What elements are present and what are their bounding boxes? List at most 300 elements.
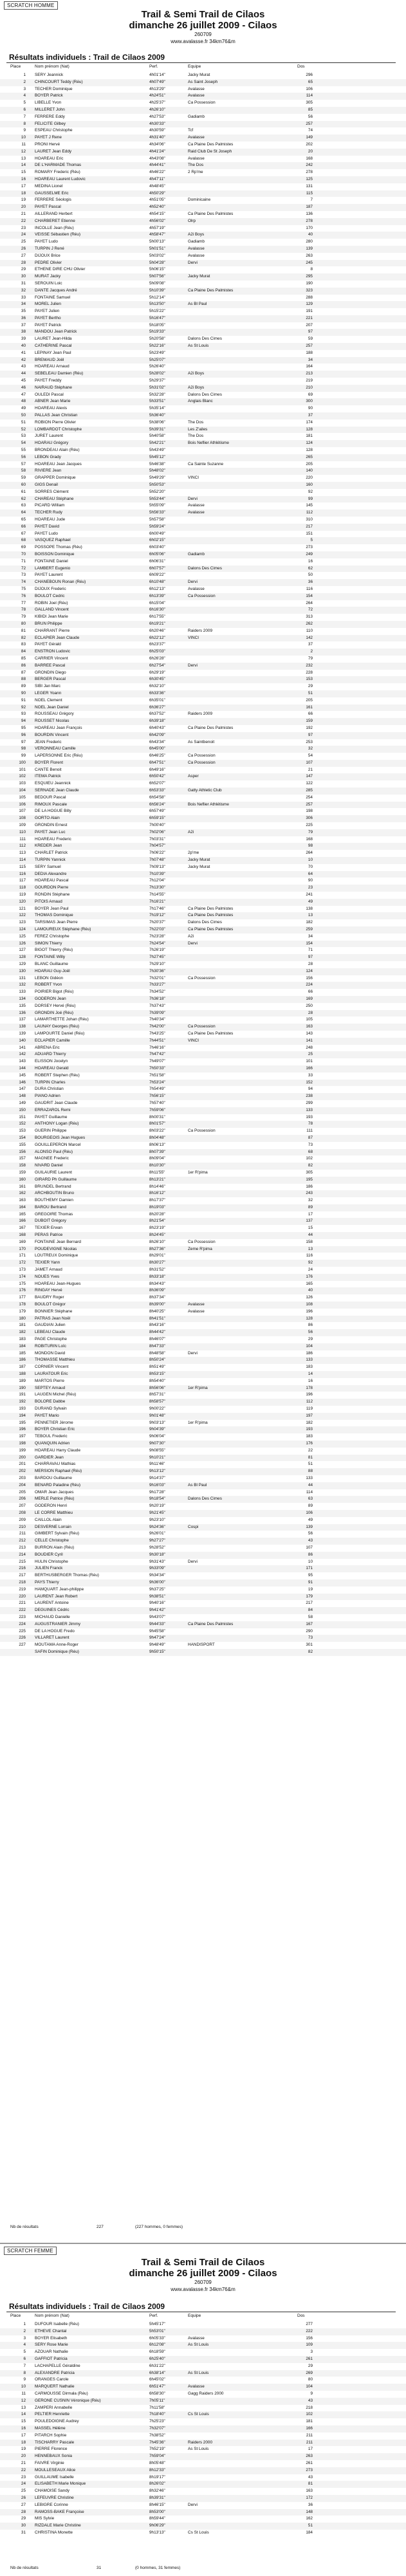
- row-name: VEISSE Sébastien (Réu): [35, 232, 81, 237]
- row-name: AZOUAR Nathalie: [35, 2350, 68, 2355]
- footer-detail: (227 hommes, 0 femmes): [135, 2225, 183, 2229]
- row-name: DE LA HOGUE Fredo: [35, 1628, 75, 1633]
- row-time: 8h39'00": [149, 1302, 165, 1307]
- table-row: [0, 1031, 406, 1038]
- row-place: 140: [19, 1038, 26, 1043]
- row-dossard: 182: [306, 920, 313, 925]
- row-name: FONTAINE Samuel: [35, 295, 71, 300]
- row-dossard: 101: [306, 1059, 313, 1064]
- row-time: 9h06'29": [149, 2523, 165, 2528]
- row-time: 5h16'47": [149, 315, 165, 320]
- row-dossard: 137: [306, 1219, 313, 1224]
- row-time: 5h40'58": [149, 434, 165, 439]
- row-club: Gatty Athletic Club: [188, 788, 222, 793]
- row-time: 8h19'03": [149, 1204, 165, 1210]
- row-place: 3: [23, 2335, 26, 2341]
- table-row: [0, 1600, 406, 1607]
- row-place: 8: [23, 121, 26, 126]
- table-row: [0, 1420, 406, 1427]
- row-dossard: 222: [306, 2328, 313, 2333]
- row-club: 2 Rp'me: [188, 170, 203, 175]
- col-time: Perf.: [149, 2314, 158, 2318]
- row-dossard: 310: [306, 517, 313, 522]
- row-club: Raiders 2000: [188, 2440, 213, 2445]
- table-row: [0, 496, 406, 503]
- row-dossard: 13: [308, 1246, 313, 1251]
- section-title: Résultats individuels : Trail de Cilaos 2009: [9, 53, 165, 62]
- table-row: [0, 2474, 406, 2481]
- row-name: GRONDIN Diego: [35, 670, 66, 675]
- table-row: [0, 628, 406, 635]
- row-place: 51: [21, 419, 26, 425]
- row-name: POUDEVIGNE Nicolas: [35, 1246, 77, 1251]
- row-name: FONTAINE Daniel: [35, 558, 68, 564]
- row-place: 11: [21, 2391, 26, 2396]
- row-dossard: 62: [308, 566, 313, 571]
- row-dossard: 16: [308, 1378, 313, 1383]
- table-row: [0, 1614, 406, 1621]
- row-name: SERY Samuel: [35, 864, 61, 869]
- row-place: 201: [19, 1462, 26, 1467]
- row-name: GAFFIOT Patricia: [35, 2356, 68, 2361]
- row-name: GARDIER Jean: [35, 1455, 64, 1460]
- row-name: HULIN Christophe: [35, 1559, 68, 1564]
- results-footer: [0, 2225, 406, 2232]
- row-dossard: 259: [306, 927, 313, 932]
- table-row: [0, 1357, 406, 1364]
- row-name: DUBOIT Grégory: [35, 1219, 66, 1224]
- row-time: 9h08'55": [149, 1448, 165, 1453]
- table-row: [0, 558, 406, 566]
- table-row: [0, 2356, 406, 2363]
- row-place: 52: [21, 427, 26, 432]
- row-name: ROUSSEAU Grégory: [35, 712, 74, 717]
- row-name: GOUILLEPERON Marcel: [35, 1142, 81, 1147]
- row-name: PAYET Mario: [35, 1413, 59, 1418]
- row-club: Avalasse: [188, 86, 205, 91]
- row-name: GAUDRIT Jean Claude: [35, 1100, 78, 1105]
- table-row: [0, 635, 406, 642]
- row-dossard: 66: [308, 989, 313, 995]
- row-club: Jacky Murat: [188, 274, 210, 279]
- table-row: [0, 989, 406, 996]
- row-club: Gagg Raiders 2000: [188, 2391, 224, 2396]
- row-place: 123: [19, 920, 26, 925]
- row-dossard: 213: [306, 371, 313, 376]
- table-row: [0, 607, 406, 614]
- row-name: NIVARD Daniel: [35, 1163, 63, 1168]
- row-time: 6h26'28": [149, 656, 165, 661]
- row-place: 11: [21, 142, 26, 147]
- row-time: 4h51'05": [149, 198, 165, 203]
- row-dossard: 107: [306, 760, 313, 765]
- table-row: [0, 2405, 406, 2412]
- row-name: MOREL Julien: [35, 302, 61, 307]
- table-row: [0, 1058, 406, 1065]
- row-place: 20: [21, 2454, 26, 2459]
- row-name: ABRENA Eric: [35, 1045, 60, 1050]
- col-club: Equipe: [188, 64, 201, 69]
- table-row: [0, 670, 406, 677]
- row-dossard: 58: [308, 1614, 313, 1619]
- row-name: INCOLLE Jean (Réu): [35, 225, 74, 230]
- row-place: 95: [21, 725, 26, 730]
- table-row: [0, 454, 406, 461]
- row-time: 4h01'14": [149, 73, 165, 77]
- row-dossard: 188: [306, 350, 313, 355]
- table-row: [0, 732, 406, 739]
- table-row: [0, 551, 406, 558]
- row-time: 8h10'30": [149, 1163, 165, 1168]
- row-name: MARTOS Pierre: [35, 1378, 64, 1383]
- row-dossard: 296: [306, 73, 313, 77]
- row-name: LAURENT Antoine: [35, 1601, 69, 1606]
- row-name: SEROUIN Loic: [35, 281, 62, 286]
- row-place: 157: [19, 1156, 26, 1161]
- row-dossard: 106: [306, 86, 313, 91]
- row-name: DE LA HOGUE Billy: [35, 809, 71, 814]
- row-place: 1: [23, 2322, 26, 2326]
- row-dossard: 254: [306, 795, 313, 800]
- row-name: BOULOT Grégor: [35, 1302, 66, 1307]
- row-name: BLANC Guillaume: [35, 962, 68, 966]
- table-row: [0, 2370, 406, 2377]
- row-name: MURAT Jacky: [35, 274, 61, 279]
- row-name: LAMOUREUX Stéphane (Réu): [35, 927, 91, 932]
- row-dossard: 102: [306, 2412, 313, 2417]
- row-club: Dalons Des Cimes: [188, 1496, 222, 1502]
- row-dossard: 269: [306, 2370, 313, 2375]
- row-place: 73: [21, 573, 26, 578]
- row-time: 6h37'52": [149, 712, 165, 717]
- row-dossard: 264: [306, 851, 313, 856]
- row-time: 8h32'46": [149, 2489, 165, 2494]
- table-row: [0, 329, 406, 336]
- row-place: 55: [21, 448, 26, 453]
- row-name: CARMOUSSE Dirmala (Réu): [35, 2391, 88, 2396]
- row-dossard: 301: [306, 1642, 313, 1648]
- row-name: ECLAPIER Camille: [35, 1038, 70, 1043]
- row-time: 8h01'57": [149, 1121, 165, 1127]
- row-name: THOMAS Dominique: [35, 913, 73, 918]
- row-time: 9h00'22": [149, 1406, 165, 1411]
- row-name: ESQUIEU Jeannick: [35, 781, 71, 786]
- row-time: 9h44'33": [149, 1621, 165, 1626]
- row-name: MARQUERT Nathalie: [35, 2384, 75, 2389]
- table-row: [0, 1559, 406, 1566]
- row-club: Tcf: [188, 128, 194, 133]
- row-time: 9h34'34": [149, 1573, 165, 1578]
- row-dossard: 128: [306, 1316, 313, 1321]
- table-row: [0, 419, 406, 427]
- row-name: CHARBERET Etienne: [35, 218, 75, 223]
- row-name: PAYET Bertho: [35, 315, 61, 320]
- row-dossard: 9: [310, 2391, 313, 2396]
- row-name: FELICITE Gilbey: [35, 121, 66, 126]
- table-row: [0, 2411, 406, 2418]
- row-dossard: 323: [306, 288, 313, 293]
- row-dossard: 79: [308, 829, 313, 834]
- table-row: [0, 1017, 406, 1024]
- row-place: 184: [19, 1343, 26, 1348]
- row-name: ROUSSET Nicolas: [35, 719, 69, 724]
- table-row: [0, 412, 406, 419]
- footer-label: Nb de résultats: [10, 2225, 39, 2229]
- table-row: [0, 822, 406, 829]
- row-name: ABNER Jean Marie: [35, 399, 71, 404]
- row-dossard: 300: [306, 399, 313, 404]
- row-time: 8h40'25": [149, 1309, 165, 1314]
- row-club: Ca Plaine Des Palmistes: [188, 927, 234, 932]
- row-place: 219: [19, 1587, 26, 1592]
- row-time: 5h57'58": [149, 517, 165, 522]
- table-row: [0, 1531, 406, 1538]
- row-dossard: 306: [306, 816, 313, 821]
- row-dossard: 249: [306, 551, 313, 557]
- row-name: HOAREAU Frederic: [35, 836, 71, 842]
- row-name: LACHAPELLE Géraldine: [35, 2363, 80, 2368]
- row-place: 101: [19, 767, 26, 772]
- table-row: [0, 1204, 406, 1211]
- row-place: 144: [19, 1065, 26, 1071]
- row-place: 53: [21, 434, 26, 439]
- row-time: 8h37'34": [149, 1295, 165, 1300]
- row-dossard: 250: [306, 1003, 313, 1008]
- row-dossard: 280: [306, 239, 313, 244]
- row-name: PAYS Thierry: [35, 1579, 59, 1585]
- row-name: FONTAINE Willy: [35, 955, 66, 960]
- row-dossard: 64: [308, 871, 313, 876]
- row-place: 25: [21, 239, 26, 244]
- row-place: 189: [19, 1378, 26, 1383]
- row-time: 9h14'37": [149, 1475, 165, 1480]
- row-dossard: 156: [306, 975, 313, 980]
- row-place: 66: [21, 524, 26, 529]
- row-place: 164: [19, 1204, 26, 1210]
- row-time: 7h33'27": [149, 982, 165, 988]
- row-dossard: 21: [308, 767, 313, 772]
- row-time: 9h13'12": [149, 1469, 165, 1474]
- row-name: BAROU Bertrand: [35, 1204, 67, 1210]
- row-dossard: 107: [306, 1545, 313, 1550]
- row-dossard: 33: [308, 1072, 313, 1078]
- row-time: 7h26'19": [149, 948, 165, 953]
- row-name: BARDOU Guillaume: [35, 1475, 72, 1480]
- row-dossard: 163: [306, 1024, 313, 1029]
- row-name: ETHENE DIRE CHU Olivier: [35, 267, 86, 272]
- row-name: SAFIN Dominique (Réu): [35, 1649, 79, 1654]
- row-dossard: 92: [308, 1260, 313, 1265]
- table-row: [0, 704, 406, 712]
- row-place: 48: [21, 399, 26, 404]
- row-time: 9h48'49": [149, 1642, 165, 1648]
- row-dossard: 56: [308, 1330, 313, 1335]
- row-name: DIJOUX Brice: [35, 253, 60, 258]
- table-row: [0, 440, 406, 447]
- row-name: PAYET Jean Luc: [35, 829, 66, 834]
- row-name: LEBIGRE Corinne: [35, 2502, 68, 2507]
- row-time: 7h00'40": [149, 823, 165, 828]
- row-dossard: 56: [308, 1531, 313, 1536]
- row-time: 9h26'01": [149, 1531, 165, 1536]
- row-name: GALLAND Vincent: [35, 607, 69, 612]
- row-time: 4h27'53": [149, 114, 165, 119]
- row-club: Dalons Des Cimes: [188, 920, 222, 925]
- row-place: 142: [19, 1052, 26, 1057]
- row-time: 6h39'18": [149, 719, 165, 724]
- row-name: GAUDIAN Julien: [35, 1323, 66, 1328]
- event-date: dimanche 26 juillet 2009 - Cilaos: [129, 2268, 277, 2279]
- row-dossard: 112: [306, 1399, 313, 1404]
- table-row: [0, 239, 406, 246]
- row-dossard: 37: [308, 413, 313, 418]
- row-time: 5h36'40": [149, 413, 165, 418]
- row-name: PERAS Patrice: [35, 1233, 63, 1238]
- table-row: [0, 621, 406, 628]
- row-dossard: 126: [306, 1295, 313, 1300]
- row-place: 207: [19, 1504, 26, 1509]
- row-dossard: 238: [306, 1094, 313, 1099]
- row-name: CARRIER Vincent: [35, 656, 68, 661]
- row-name: CHARRAVAU Mathias: [35, 1462, 76, 1467]
- row-time: 7h04'57": [149, 843, 165, 849]
- row-time: 6h30'45": [149, 677, 165, 682]
- row-place: 135: [19, 1003, 26, 1008]
- row-time: 5h38'06": [149, 419, 165, 425]
- row-place: 121: [19, 906, 26, 911]
- row-time: 7h14'55": [149, 892, 165, 897]
- row-club: A2i Boys: [188, 385, 205, 390]
- row-club: Dominicaine: [188, 198, 211, 203]
- footer-detail: (0 hommes, 31 femmes): [135, 2566, 181, 2570]
- row-place: 217: [19, 1573, 26, 1578]
- row-place: 10: [21, 135, 26, 140]
- row-name: PAYET Guillaume: [35, 1114, 68, 1119]
- row-name: GRONDIN Joé (Réu): [35, 1010, 74, 1015]
- row-time: 6h18'59": [149, 2350, 165, 2355]
- row-name: LAURET Jean Eddy: [35, 149, 72, 154]
- row-dossard: 44: [308, 1233, 313, 1238]
- row-time: 4h50'29": [149, 190, 165, 196]
- row-name: JEAN Frederic: [35, 739, 62, 744]
- row-place: 178: [19, 1302, 26, 1307]
- row-dossard: 179: [306, 1594, 313, 1599]
- table-row: [0, 1107, 406, 1114]
- row-name: CHARRANT Pierre: [35, 628, 70, 633]
- row-name: TURPIN Charles: [35, 1080, 66, 1085]
- row-time: 8h05'48": [149, 2460, 165, 2465]
- table-row: [0, 427, 406, 434]
- row-dossard: 97: [308, 732, 313, 737]
- row-place: 175: [19, 1281, 26, 1286]
- row-club: Cs St Louis: [188, 2530, 209, 2535]
- table-row: [0, 1302, 406, 1309]
- event-title: Trail & Semi Trail de Cilaos: [141, 2257, 265, 2268]
- row-place: 218: [19, 1579, 26, 1585]
- row-time: 5h13'50": [149, 302, 165, 307]
- row-place: 92: [21, 704, 26, 710]
- table-row: [0, 176, 406, 183]
- row-name: HOAREAU Jude: [35, 517, 66, 522]
- row-place: 172: [19, 1260, 26, 1265]
- row-dossard: 196: [306, 1309, 313, 1314]
- row-place: 131: [19, 975, 26, 980]
- row-place: 2: [23, 2328, 26, 2333]
- row-place: 5: [23, 100, 26, 106]
- row-name: PALLAS Jean Christian: [35, 413, 78, 418]
- row-time: 9h45'58": [149, 1628, 165, 1633]
- row-time: 9h10'21": [149, 1455, 165, 1460]
- row-time: 6h52'07": [149, 781, 165, 786]
- row-dossard: 183: [306, 1365, 313, 1370]
- row-place: 49: [21, 406, 26, 411]
- table-row: [0, 86, 406, 93]
- row-dossard: 139: [306, 1524, 313, 1529]
- row-place: 113: [19, 851, 26, 856]
- row-name: GIRARD Ph Guillaume: [35, 1177, 77, 1182]
- row-dossard: 219: [306, 378, 313, 383]
- row-dossard: 81: [308, 2481, 313, 2487]
- row-place: 93: [21, 712, 26, 717]
- table-row: [0, 190, 406, 198]
- row-dossard: 78: [308, 1121, 313, 1127]
- table-row: [0, 433, 406, 440]
- row-club: 1er R'pima: [188, 1420, 208, 1425]
- row-name: ROBERT Stephen (Réu): [35, 1072, 80, 1078]
- row-name: HOAREAU Pascal: [35, 878, 69, 883]
- row-time: 5h28'02": [149, 371, 165, 376]
- row-name: DESVERNE Lorrain: [35, 1524, 71, 1529]
- row-club: Dalons Des Cimes: [188, 566, 222, 571]
- table-row: [0, 475, 406, 482]
- row-time: 8h24'45": [149, 1233, 165, 1238]
- row-club: Raiders 2009: [188, 628, 213, 633]
- row-time: 7h05'11": [149, 2398, 165, 2403]
- row-time: 5h00'13": [149, 239, 165, 244]
- row-time: 6h46'25": [149, 753, 165, 759]
- column-header: [0, 64, 406, 71]
- row-name: PAYET Ludo: [35, 239, 58, 244]
- row-name: RIMOUX Pascale: [35, 802, 68, 807]
- table-row: [0, 739, 406, 746]
- row-time: 8h36'09": [149, 1288, 165, 1293]
- table-row: [0, 871, 406, 878]
- row-name: TURPIN Yannick: [35, 858, 66, 863]
- row-club: Bois Neflier Athlétisme: [188, 802, 229, 807]
- row-name: RINGAY Hervé: [35, 1288, 62, 1293]
- table-row: [0, 2321, 406, 2328]
- row-place: 76: [21, 593, 26, 598]
- row-time: 9h50'15": [149, 1649, 165, 1654]
- row-name: HOAREAU Jean François: [35, 725, 82, 730]
- row-place: 2: [23, 79, 26, 84]
- table-row: [0, 1413, 406, 1420]
- row-name: BREMAUD Joël: [35, 357, 64, 362]
- row-name: CHANEBOUN Ronan (Réu): [35, 580, 86, 585]
- row-time: 7h11'58": [149, 2405, 165, 2410]
- row-place: 134: [19, 996, 26, 1001]
- row-place: 74: [21, 580, 26, 585]
- row-club: As St Louis: [188, 2342, 209, 2348]
- row-name: CHINCOURT Teddy (Réu): [35, 79, 83, 84]
- row-time: 5h09'08": [149, 281, 165, 286]
- row-club: Dervi: [188, 663, 198, 668]
- row-place: 23: [21, 2474, 26, 2479]
- row-place: 72: [21, 566, 26, 571]
- row-place: 46: [21, 385, 26, 390]
- row-place: 198: [19, 1440, 26, 1446]
- row-name: MASSEL Hélène: [35, 2425, 66, 2431]
